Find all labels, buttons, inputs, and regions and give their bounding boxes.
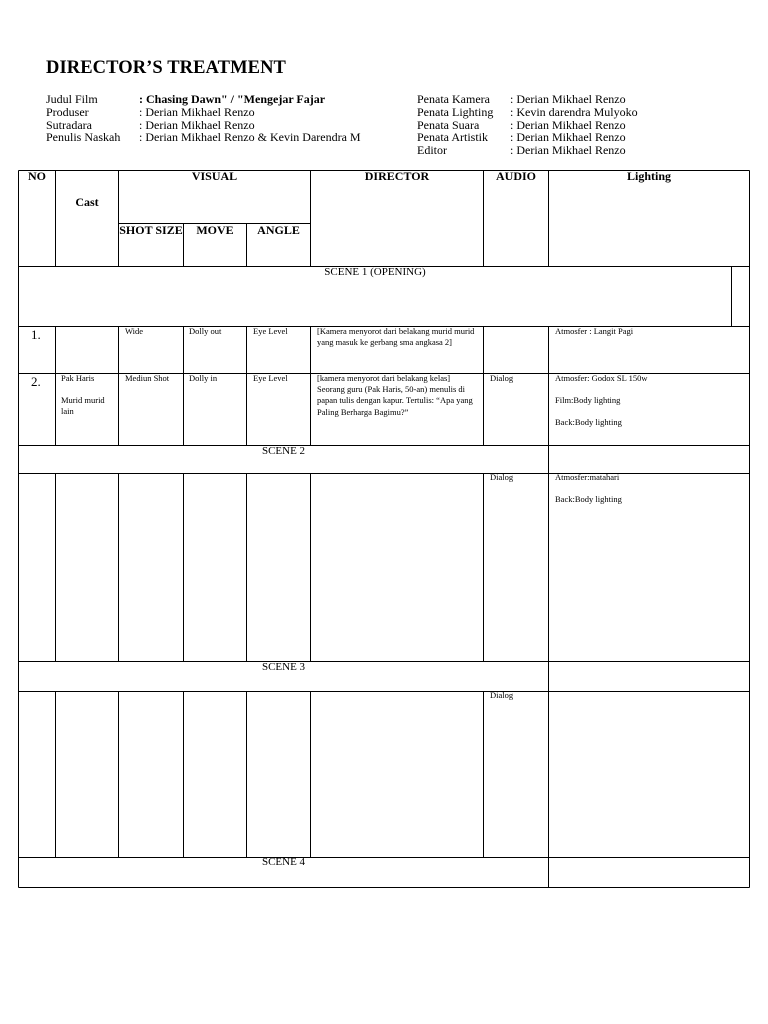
credit-key: Produser bbox=[46, 104, 89, 119]
credit-key: Sutradara bbox=[46, 117, 92, 132]
credit-key: Penulis Naskah bbox=[46, 130, 121, 145]
credit-value: : Derian Mikhael Renzo bbox=[510, 130, 626, 145]
shot-size-cell: Mediun Shot bbox=[125, 373, 170, 383]
header-move: MOVE bbox=[196, 223, 234, 237]
header-visual: VISUAL bbox=[191, 169, 238, 183]
scene-label: SCENE 3 bbox=[261, 661, 306, 673]
credit-key: Penata Artistik bbox=[417, 130, 488, 145]
document-title: DIRECTOR’S TREATMENT bbox=[46, 58, 286, 78]
lighting-line: Film:Body lighting bbox=[555, 395, 621, 406]
credits-right bbox=[417, 93, 638, 157]
credit-key: Penata Suara bbox=[417, 117, 480, 132]
audio-cell: Dialog bbox=[490, 472, 514, 482]
move-cell: Dolly out bbox=[189, 326, 222, 336]
lighting-line: Atmosfer:matahari bbox=[555, 472, 620, 482]
film-title-value: : Chasing Dawn" / "Mengejar Fajar bbox=[139, 92, 326, 106]
audio-cell: Dialog bbox=[490, 690, 514, 700]
header-cast: Cast bbox=[75, 195, 99, 209]
scene-label: SCENE 4 bbox=[261, 856, 306, 868]
lighting-line: Back:Body lighting bbox=[555, 494, 622, 505]
credits-left bbox=[46, 93, 361, 144]
director-notes-cell: [Kamera menyorot dari belakang murid murid yang masuk ke gerbang sma angkasa 2] bbox=[317, 326, 475, 348]
credit-value: : Derian Mikhael Renzo bbox=[510, 92, 626, 106]
move-cell: Dolly in bbox=[189, 373, 218, 383]
lighting-cell bbox=[555, 373, 745, 429]
header-no: NO bbox=[28, 169, 46, 183]
cast-name: Pak Haris bbox=[61, 373, 95, 383]
credit-row bbox=[417, 106, 638, 119]
credit-key: Editor bbox=[417, 143, 447, 158]
credit-key: Judul Film bbox=[46, 92, 98, 106]
credit-row bbox=[46, 93, 361, 106]
lighting-line: Atmosfer: Godox SL 150w bbox=[555, 373, 648, 383]
director-notes-cell: [kamera menyorot dari belakang kelas] Seorang guru (Pak Haris, 50-an) menulis di papan tulis dengan kapur. Tertulis: “Apa yang Paling Berharga Bagimu?” bbox=[317, 373, 473, 417]
header-audio: AUDIO bbox=[495, 169, 536, 183]
credit-row bbox=[46, 131, 361, 144]
credit-row bbox=[46, 106, 361, 119]
header-shot-size: SHOT SIZE bbox=[119, 223, 183, 237]
lighting-line: Atmosfer : Langit Pagi bbox=[555, 326, 634, 336]
header-angle: ANGLE bbox=[257, 223, 300, 237]
row-number: 2. bbox=[31, 374, 41, 389]
cast-name: Murid murid lain bbox=[61, 395, 105, 417]
credit-value: : Derian Mikhael Renzo bbox=[139, 104, 255, 119]
credit-key: Penata Lighting bbox=[417, 104, 494, 119]
credit-value: : Derian Mikhael Renzo & Kevin Darendra M bbox=[139, 130, 361, 145]
credit-value: : Derian Mikhael Renzo bbox=[139, 117, 255, 132]
cast-cell bbox=[61, 373, 116, 418]
angle-cell: Eye Level bbox=[253, 326, 288, 336]
angle-cell: Eye Level bbox=[253, 373, 288, 383]
credit-value: : Derian Mikhael Renzo bbox=[510, 143, 626, 158]
row-number: 1. bbox=[31, 327, 41, 342]
credit-row bbox=[417, 144, 638, 157]
shot-size-cell: Wide bbox=[125, 326, 144, 336]
header-director: DIRECTOR bbox=[364, 169, 430, 183]
lighting-cell bbox=[555, 472, 745, 505]
scene-label: SCENE 2 bbox=[261, 445, 306, 457]
credit-key: Penata Kamera bbox=[417, 92, 490, 106]
header-lighting: Lighting bbox=[626, 169, 671, 183]
lighting-line: Back:Body lighting bbox=[555, 417, 622, 428]
audio-cell: Dialog bbox=[490, 373, 514, 383]
credit-value: : Derian Mikhael Renzo bbox=[510, 117, 626, 132]
credit-value: : Kevin darendra Mulyoko bbox=[510, 104, 638, 119]
scene-label: SCENE 1 (OPENING) bbox=[324, 266, 426, 278]
credit-row bbox=[417, 93, 638, 106]
